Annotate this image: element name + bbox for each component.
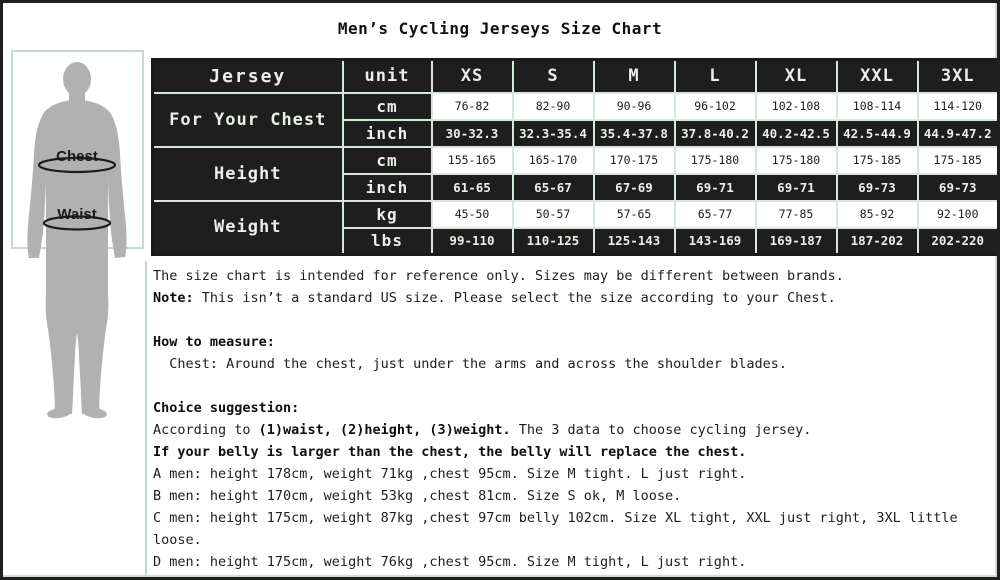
unit-label: kg [343,201,432,228]
note-segment: The size chart is intended for reference only. Sizes may be different between brands. [153,268,844,284]
header-size-m: M [594,60,675,93]
size-cell: 187-202 [837,228,918,255]
size-cell: 77-85 [756,201,837,228]
size-cell: 175-180 [675,147,756,174]
size-cell: 69-73 [918,174,999,201]
size-cell: 175-185 [837,147,918,174]
note-line [153,353,998,375]
size-cell: 85-92 [837,201,918,228]
header-unit: unit [343,60,432,93]
group-label-height: Height [153,147,343,201]
note-segment: How to measure: [153,334,275,350]
note-segment: D men: height 175cm, weight 76kg ,chest 95cm. Size M tight, L just right. [153,554,747,570]
page-title: Men’s Cycling Jerseys Size Chart [337,19,663,38]
silhouette-torso-arms [27,100,126,293]
size-cell: 169-187 [756,228,837,255]
group-label-weight: Weight [153,201,343,255]
chest-label: Chest [56,148,98,165]
male-silhouette-figure [13,53,141,421]
size-cell: 155-165 [432,147,513,174]
size-cell: 202-220 [918,228,999,255]
size-cell: 69-73 [837,174,918,201]
note-segment: (1)waist, (2)height, (3)weight. [258,422,511,438]
size-cell: 165-170 [513,147,594,174]
size-cell: 44.9-47.2 [918,120,999,147]
unit-label: cm [343,93,432,120]
note-segment: B men: height 170cm, weight 53kg ,chest 81cm. Size S ok, M loose. [153,488,682,504]
note-line [153,485,998,507]
size-cell: 175-180 [756,147,837,174]
size-cell: 69-71 [675,174,756,201]
size-cell: 69-71 [756,174,837,201]
note-line [153,287,998,309]
note-segment: Choice suggestion: [153,400,300,416]
table-row-chest-cm [153,93,999,120]
size-cell: 57-65 [594,201,675,228]
size-cell: 110-125 [513,228,594,255]
note-line [153,463,998,485]
size-cell: 125-143 [594,228,675,255]
size-cell: 65-67 [513,174,594,201]
note-segment: The 3 data to choose cycling jersey. [510,422,812,438]
size-cell: 67-69 [594,174,675,201]
table-row-weight-kg [153,201,999,228]
size-cell: 76-82 [432,93,513,120]
note-segment: This isn’t a standard US size. Please select the size according to your Chest. [193,290,836,306]
size-cell: 42.5-44.9 [837,120,918,147]
note-segment: A men: height 178cm, weight 71kg ,chest 95cm. Size M tight. L just right. [153,466,747,482]
note-segment: If your belly is larger than the chest, the belly will replace the chest. [153,444,747,460]
size-cell: 92-100 [918,201,999,228]
header-size-xs: XS [432,60,513,93]
size-cell: 108-114 [837,93,918,120]
size-cell: 32.3-35.4 [513,120,594,147]
size-cell: 170-175 [594,147,675,174]
silhouette-legs [46,293,109,414]
note-line [153,551,998,573]
note-line [153,507,998,551]
size-cell: 96-102 [675,93,756,120]
size-cell: 30-32.3 [432,120,513,147]
size-table [151,58,1000,256]
note-line [153,331,998,353]
size-cell: 45-50 [432,201,513,228]
notes [145,261,998,575]
header-size-3xl: 3XL [918,60,999,93]
waist-label: Waist [57,206,97,223]
note-line [153,397,998,419]
size-cell: 35.4-37.8 [594,120,675,147]
unit-label: cm [343,147,432,174]
note-segment: C men: height 175cm, weight 87kg ,chest 97cm belly 102cm. Size XL tight, XXL just right, 3XL little loose. [153,510,966,548]
table-header-row [153,60,999,93]
size-cell: 61-65 [432,174,513,201]
size-cell: 37.8-40.2 [675,120,756,147]
header-size-s: S [513,60,594,93]
size-cell: 114-120 [918,93,999,120]
table-row-height-cm [153,147,999,174]
unit-label: lbs [343,228,432,255]
note-segment: According to [153,422,259,438]
size-cell: 82-90 [513,93,594,120]
note-blank-line [153,309,998,331]
note-line [153,265,998,287]
unit-label: inch [343,120,432,147]
size-cell: 50-57 [513,201,594,228]
header-jersey: Jersey [153,60,343,93]
note-segment: Note: [153,290,194,306]
note-line [153,441,998,463]
size-cell: 40.2-42.5 [756,120,837,147]
size-cell: 65-77 [675,201,756,228]
size-cell: 90-96 [594,93,675,120]
size-cell: 99-110 [432,228,513,255]
size-cell: 143-169 [675,228,756,255]
header-size-l: L [675,60,756,93]
header-size-xxl: XXL [837,60,918,93]
note-segment: Chest: Around the chest, just under the arms and across the shoulder blades. [153,356,787,372]
size-cell: 102-108 [756,93,837,120]
header-size-xl: XL [756,60,837,93]
size-cell: 175-185 [918,147,999,174]
note-line [153,419,998,441]
unit-label: inch [343,174,432,201]
note-blank-line [153,375,998,397]
group-label-chest: For Your Chest [153,93,343,147]
